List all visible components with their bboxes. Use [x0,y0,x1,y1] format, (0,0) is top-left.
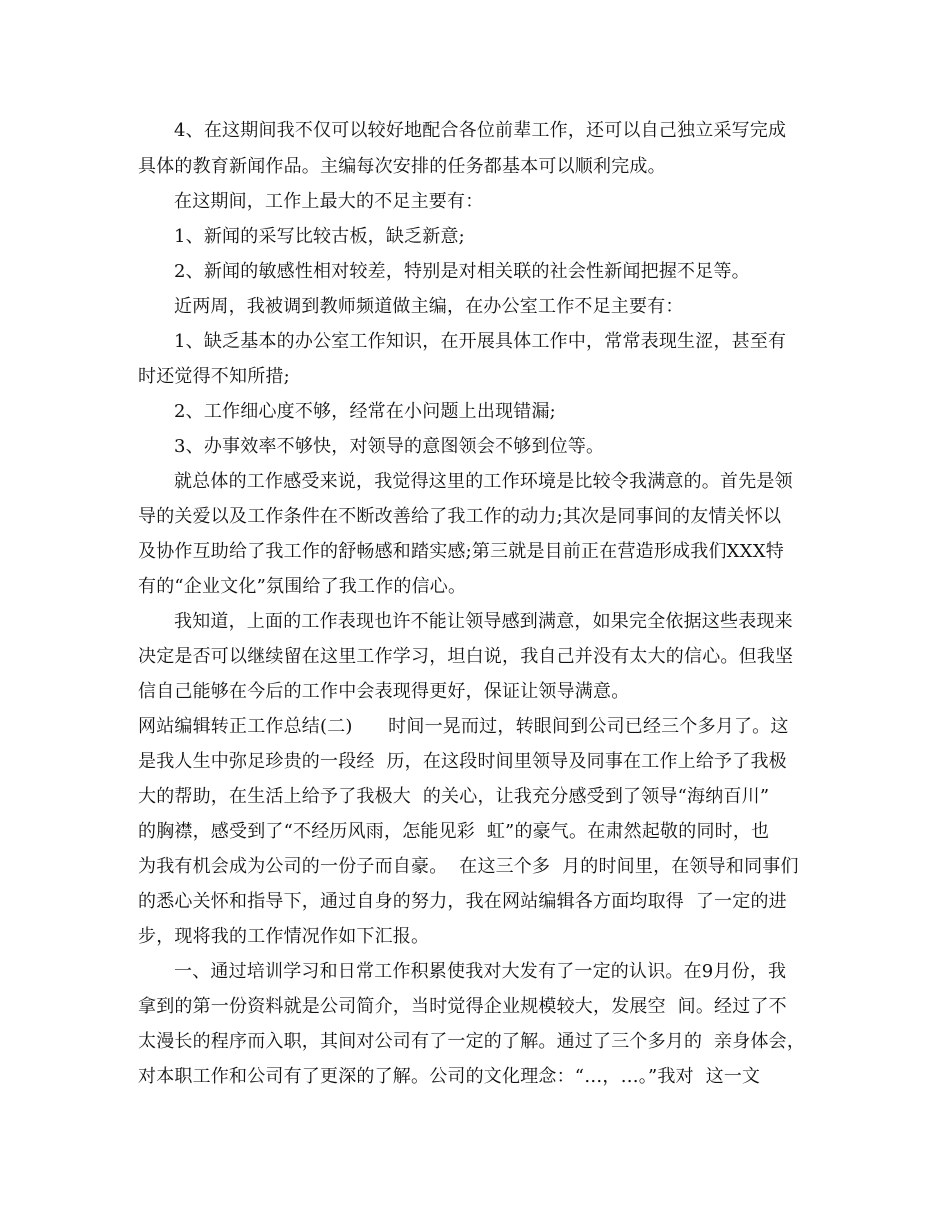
paragraph-line: 3、办事效率不够快，对领导的意图领会不够到位等。 [174,436,605,457]
paragraph-line: 一、通过培训学习和日常工作积累使我对大发有了一定的认识。在9月份，我 [174,961,787,982]
paragraph-line: 2、新闻的敏感性相对较差，特别是对相关联的社会性新闻把握不足等。 [174,261,750,282]
paragraph-line: 的悉心关怀和指导下，通过自身的努力，我在网站编辑各方面均取得 了一定的进 [138,891,787,912]
paragraph-line: 为我有机会成为公司的一份子而自豪。 在这三个多 月的时间里，在领导和同事们 [138,856,799,877]
paragraph-line: 对本职工作和公司有了更深的了解。公司的文化理念：“…，…。”我对 这一文 [138,1066,761,1087]
paragraph-line: 具体的教育新闻作品。主编每次安排的任务都基本可以顺利完成。 [138,156,666,177]
paragraph-line: 2、工作细心度不够，经常在小问题上出现错漏; [174,401,556,422]
paragraph-line: 有的“企业文化”氛围给了我工作的信心。 [138,576,467,597]
paragraph-line: 我知道，上面的工作表现也许不能让领导感到满意，如果完全依据这些表现来 [174,611,793,632]
paragraph-line: 1、缺乏基本的办公室工作知识，在开展具体工作中，常常表现生涩，甚至有 [174,331,787,352]
paragraph-line: 就总体的工作感受来说，我觉得这里的工作环境是比较令我满意的。首先是领 [174,471,793,492]
paragraph-line: 时还觉得不知所措; [138,366,290,387]
paragraph-line: 决定是否可以继续留在这里工作学习，坦白说，我自己并没有太大的信心。但我坚 [138,646,794,667]
paragraph-line: 1、新闻的采写比较古板，缺乏新意; [174,226,465,247]
paragraph-line: 是我人生中弥足珍贵的一段经 历，在这段时间里领导及同事在工作上给予了我极 [138,751,787,772]
paragraph-line: 及协作互助给了我工作的舒畅感和踏实感;第三就是目前正在营造形成我们XXX特 [138,541,784,562]
paragraph-line: 导的关爱以及工作条件在不断改善给了我工作的动力;其次是同事间的友情关怀以 [138,506,782,527]
paragraph-line: 太漫长的程序而入职，其间对公司有了一定的了解。通过了三个多月的 亲身体会， [138,1031,806,1052]
paragraph-line: 大的帮助，在生活上给予了我极大 的关心，让我充分感受到了领导“海纳百川” [138,786,770,807]
paragraph-line: 信自己能够在今后的工作中会表现得更好，保证让领导满意。 [138,681,630,702]
paragraph-line: 的胸襟，感受到了“不经历风雨，怎能见彩 虹”的豪气。在肃然起敬的同时，也 [138,821,770,842]
paragraph-line: 4、在这期间我不仅可以较好地配合各位前辈工作，还可以自己独立采写完成 [174,120,787,141]
paragraph-line: 近两周，我被调到教师频道做主编，在办公室工作不足主要有： [174,296,684,317]
paragraph-line: 拿到的第一份资料就是公司简介，当时觉得企业规模较大，发展空 间。经过了不 [138,996,787,1017]
section-heading-line: 网站编辑转正工作总结(二) 时间一晃而过，转眼间到公司已经三个多月了。这 [138,716,789,737]
paragraph-line: 步，现将我的工作情况作如下汇报。 [138,926,430,947]
paragraph-line: 在这期间，工作上最大的不足主要有： [174,191,484,212]
